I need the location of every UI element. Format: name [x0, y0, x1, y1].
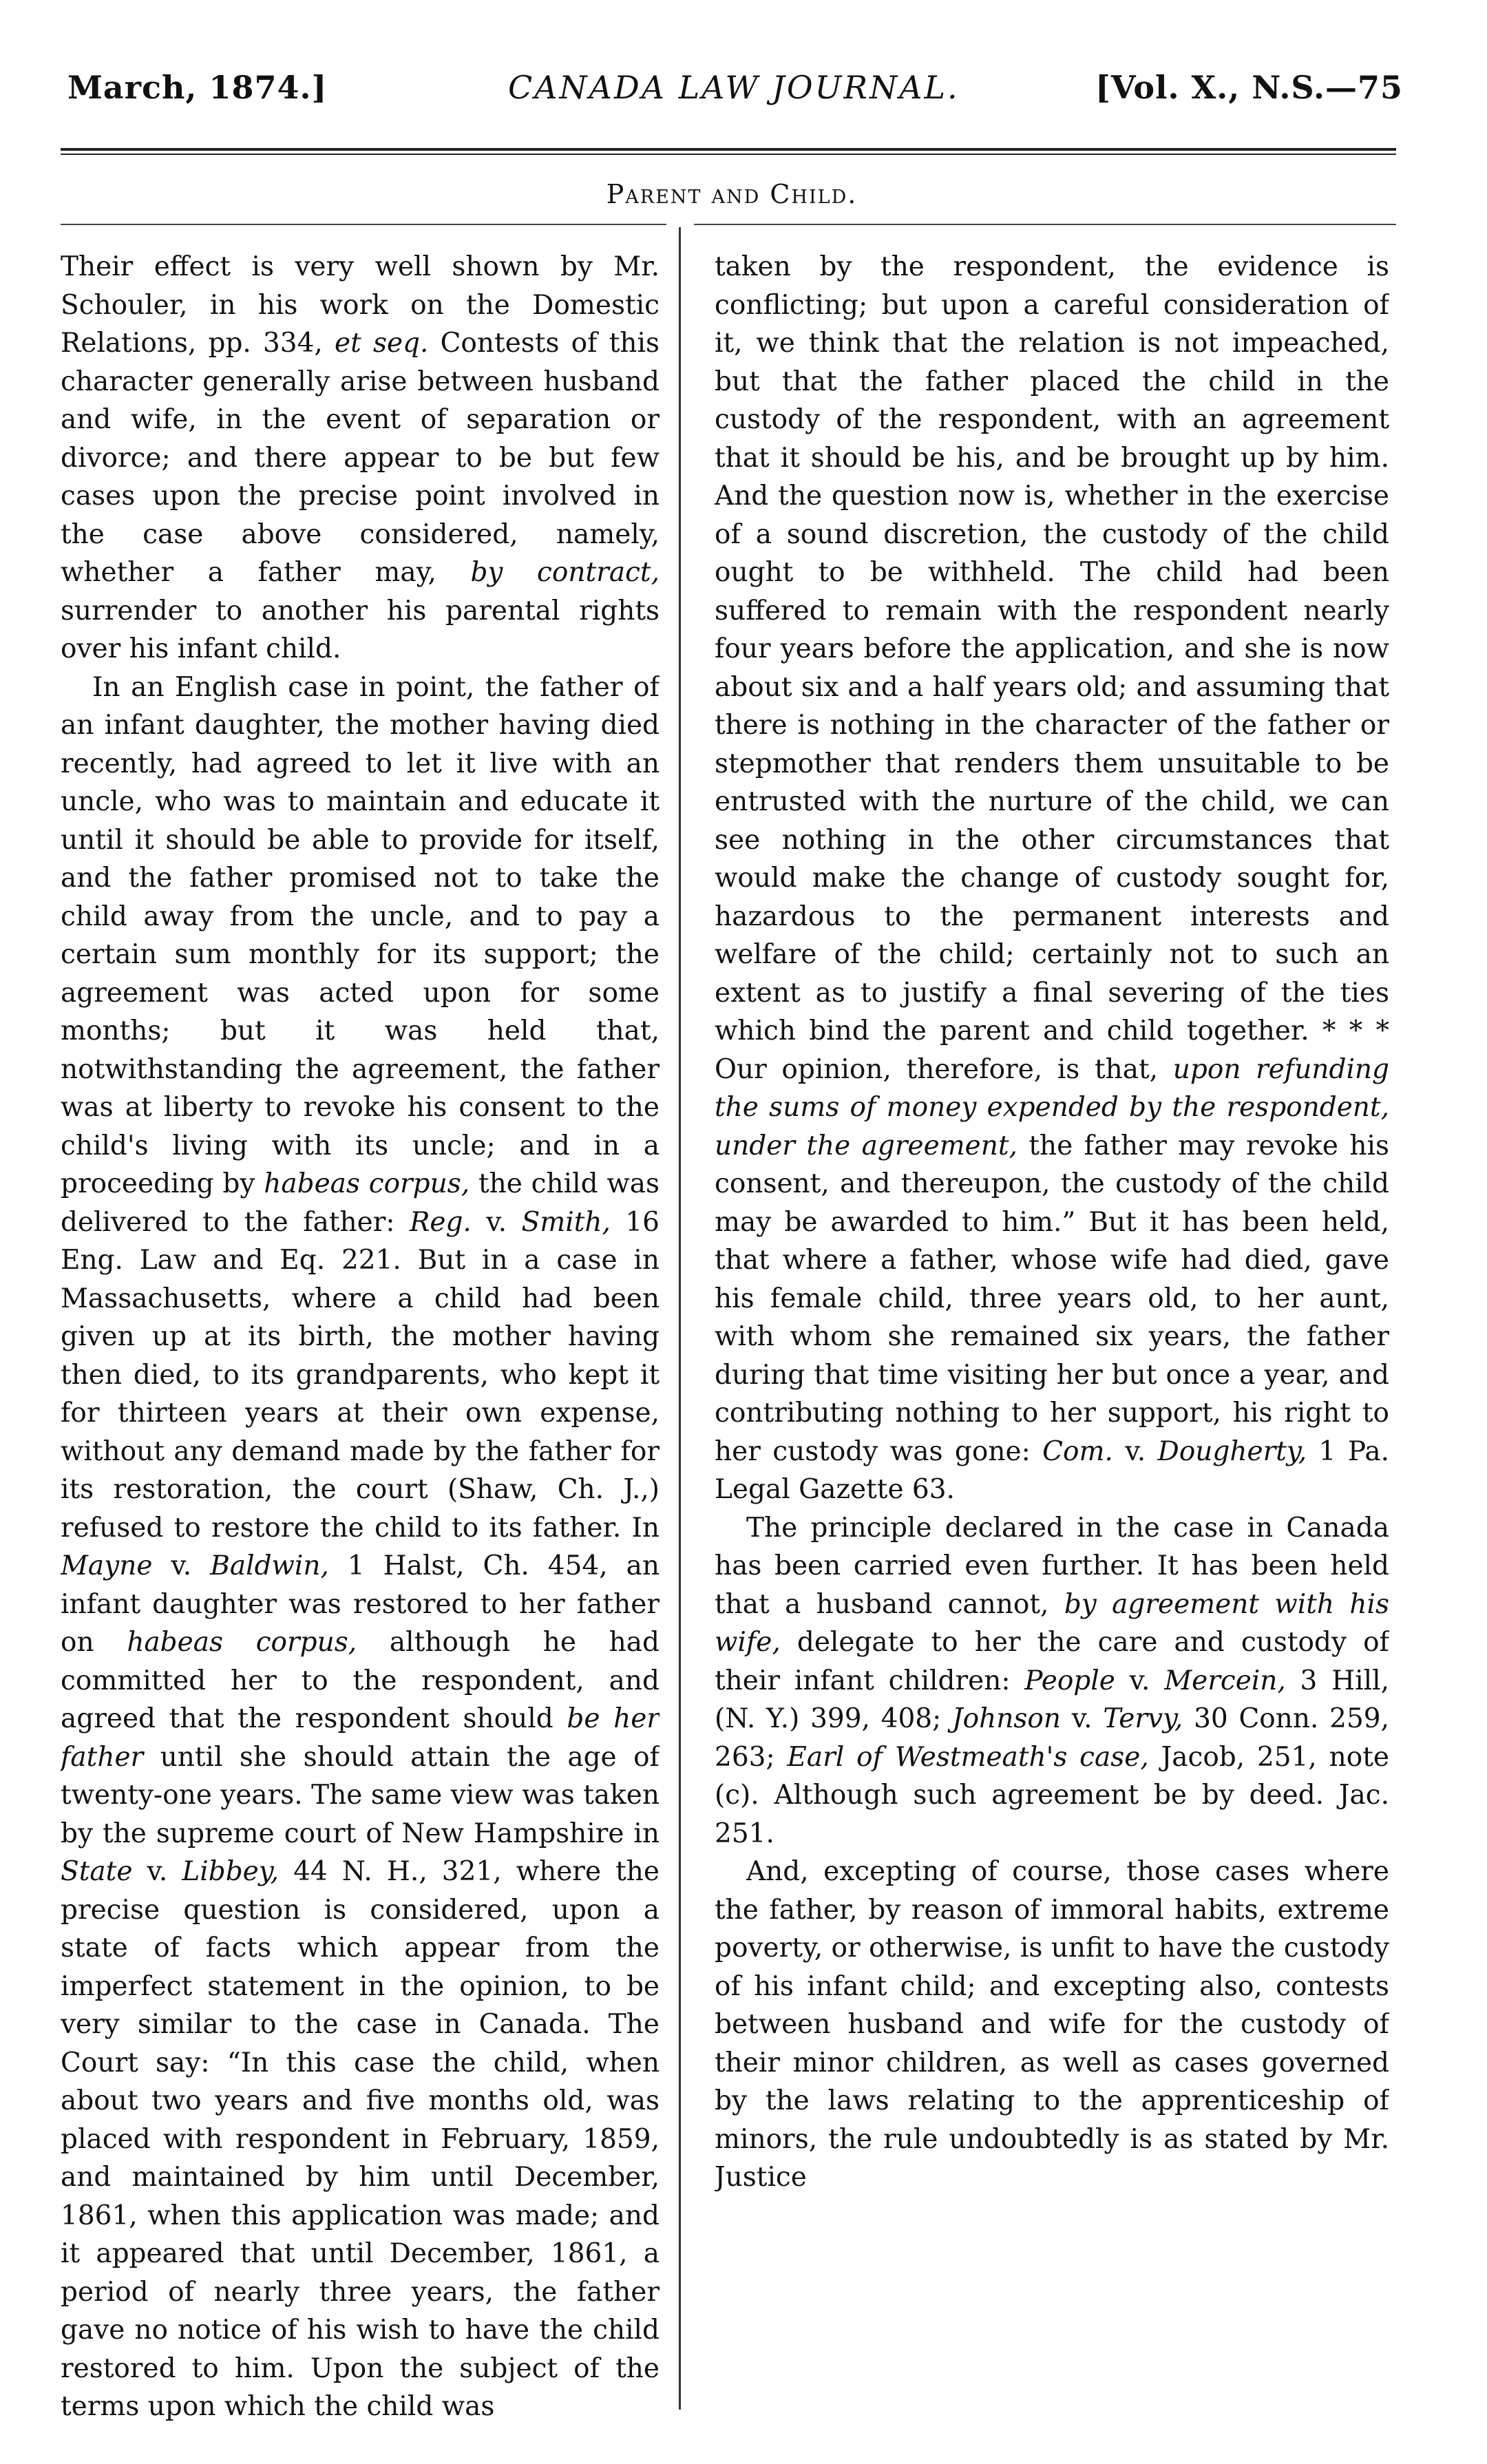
journal-page — [54, 48, 1431, 2437]
running-head — [54, 48, 1431, 124]
journal-title: CANADA LAW JOURNAL. — [508, 69, 960, 106]
paragraph: taken by the respondent, the evidence is conflicting; but upon a careful consideration of it, we think that the relation is not impeached, but that the father placed the child in the custody of the respondent, with an agreement that it should be his, and be brought up by him. And the question now is, whether in the exercise of a sound discretion, the custody of the child ought to be withheld. The child had been suffered to remain with the respondent nearly four years before the application, and she is now about six and a half years old; and assuming that there is nothing in the character of the father or stepmother that renders them unsuitable to be entrusted with the nurture of the child, we can see nothing in the other circumstances that would make the change of custody sought for, hazardous to the permanent interests and welfare of the child; certainly not to such an extent as to justify a final severing of the ties which bind the parent and child together. * * * Our opinion, therefore, is that, upon refunding the sums of money expended by the respondent, under the agreement, the father may revoke his consent, and thereupon, the custody of the child may be awarded to him.” But it has been held, that where a father, whose wife had died, gave his female child, three years old, to her aunt, with whom she remained six years, the father during that time visiting her but once a year, and contributing nothing to her support, his right to her custody was gone: Com. v. Dougherty, 1 Pa. Legal Gazette 63. — [715, 251, 1389, 1505]
column-divider — [679, 227, 681, 2410]
header-rule-thin — [61, 154, 1396, 155]
issue-date: March, 1874.] — [67, 69, 328, 106]
paragraph: Their effect is very well shown by Mr. Schouler, in his work on the Domestic Relations, pp. 334, et seq. Contests of this character generally arise between husband and wife, in the event of separation or divorce; and there appear to be but few cases upon the precise point involved in the case above considered, namely, whether a father may, by contract, surrender to another his parental rights over his infant child. — [61, 251, 660, 664]
paragraph: And, excepting of course, those cases where the father, by reason of immoral habits, extreme poverty, or otherwise, is unfit to have the custody of his infant child; and excepting also, contests between husband and wife for the custody of their minor children, as well as cases governed by the laws relating to the apprenticeship of minors, the rule undoubtedly is as stated by Mr. Justice — [715, 1856, 1389, 2193]
section-title: Parent and Child. — [606, 179, 858, 209]
right-column — [715, 248, 1389, 2423]
left-column-rule — [61, 224, 666, 225]
header-rule-thick — [61, 148, 1396, 151]
volume-page-number: [Vol. X., N.S.—75 — [1095, 69, 1403, 106]
paragraph: In an English case in point, the father of an infant daughter, the mother having died recently, had agreed to let it live with an uncle, who was to maintain and educate it until it should be able to provide for itself, and the father promised not to take the child away from the uncle, and to pay a certain sum monthly for its support; the agreement was acted upon for some months; but it was held that, notwithstanding the agreement, the father was at liberty to revoke his consent to the child's living with its uncle; and in a proceeding by habeas corpus, the child was delivered to the father: Reg. v. Smith, 16 Eng. Law and Eq. 221. But in a case in Massachusetts, where a child had been given up at its birth, the mother having then died, to its grandparents, who kept it for thirteen years at their own expense, without any demand made by the father for its restoration, the court (Shaw, Ch. J.,) refused to restore the child to its father. In Mayne v. Baldwin, 1 Halst, Ch. 454, an infant daughter was restored to her father on habeas corpus, although he had committed her to the respondent, and agreed that the respondent should be her father until she should attain the age of twenty-one years. The same view was taken by the supreme court of New Hampshire in State v. Libbey, 44 N. H., 321, where the precise question is considered, upon a state of facts which appear from the imperfect statement in the opinion, to be very similar to the case in Canada. The Court say: “In this case the child, when about two years and five months old, was placed with respondent in February, 1859, and maintained by him until December, 1861, when this application was made; and it appeared that until December, 1861, a period of nearly three years, the father gave no notice of his wish to have the child restored to him. Upon the subject of the terms upon which the child was — [61, 671, 660, 2422]
left-column — [61, 248, 660, 2423]
right-column-rule — [694, 224, 1396, 225]
paragraph: The principle declared in the case in Canada has been carried even further. It has been held that a husband cannot, by agreement with his wife, delegate to her the care and custody of their infant children: People v. Mercein, 3 Hill, (N. Y.) 399, 408; Johnson v. Tervy, 30 Conn. 259, 263; Earl of Westmeath's case, Jacob, 251, note (c). Although such agreement be by deed. Jac. 251. — [715, 1512, 1389, 1849]
